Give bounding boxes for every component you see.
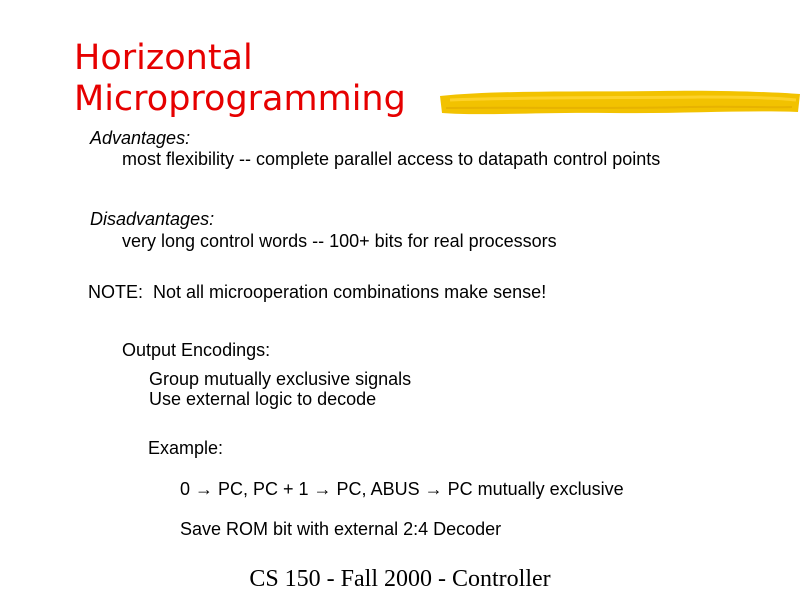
slide-title-line-1: Horizontal <box>74 38 253 78</box>
output-encodings-heading: Output Encodings: <box>122 340 271 360</box>
output-encodings-item: Use external logic to decode <box>149 389 377 409</box>
brush-stroke-decoration <box>440 86 800 120</box>
note-text: NOTE: Not all microoperation combinations make sense! <box>88 282 547 302</box>
example-line: 0 → PC, PC + 1 → PC, ABUS → PC mutually exclusive <box>180 479 624 499</box>
advantages-heading: Advantages: <box>90 128 191 148</box>
example-line: Save ROM bit with external 2:4 Decoder <box>180 519 502 539</box>
example-heading: Example: <box>148 438 224 458</box>
slide-title-line-2: Microprogramming <box>74 79 406 119</box>
advantages-text: most flexibility -- complete parallel access to datapath control points <box>122 149 661 169</box>
disadvantages-text: very long control words -- 100+ bits for real processors <box>122 231 557 251</box>
disadvantages-heading: Disadvantages: <box>90 209 215 229</box>
output-encodings-item: Group mutually exclusive signals <box>149 369 412 389</box>
slide-footer: CS 150 - Fall 2000 - Controller <box>249 566 551 592</box>
